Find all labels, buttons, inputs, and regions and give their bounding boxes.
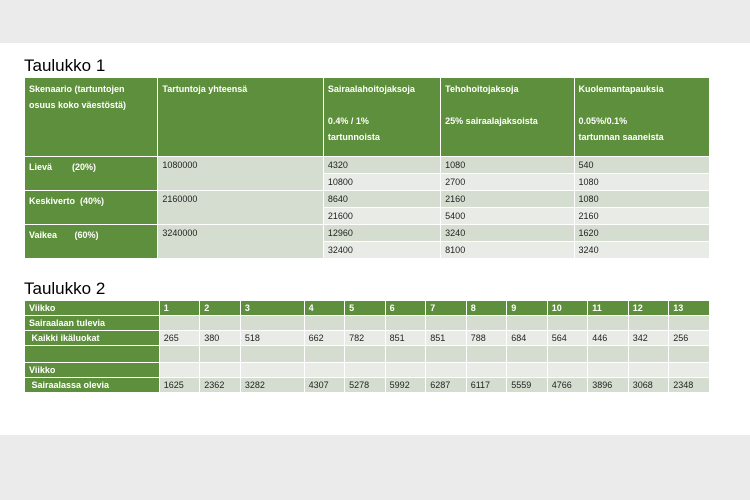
t2-empty-cell — [345, 346, 385, 362]
t2-empty-cell — [669, 363, 709, 377]
t2-week-number: 9 — [507, 301, 547, 315]
t2-empty-cell — [548, 316, 588, 330]
t2-empty-cell — [305, 316, 345, 330]
t2-week-number: 6 — [386, 301, 426, 315]
t2-cell: 4766 — [548, 378, 588, 392]
t2-cell: 5559 — [507, 378, 547, 392]
t2-cell: 851 — [426, 331, 466, 345]
t2-empty-cell — [241, 346, 304, 362]
t2-empty-cell — [200, 346, 240, 362]
t1-cell: 2700 — [441, 174, 573, 190]
t2-week-number: 7 — [426, 301, 466, 315]
t2-cell: 6287 — [426, 378, 466, 392]
t1-cell: 32400 — [324, 242, 440, 258]
t2-empty-cell — [426, 363, 466, 377]
t2-empty-cell — [200, 316, 240, 330]
t2-cell: 2362 — [200, 378, 240, 392]
t2-blank-label — [25, 346, 159, 362]
t2-empty-cell — [345, 316, 385, 330]
t2-cell: 662 — [305, 331, 345, 345]
t2-cell: 1625 — [160, 378, 200, 392]
t2-empty-cell — [467, 363, 507, 377]
t2-cell: 3068 — [629, 378, 669, 392]
t1-cell: 1080 — [441, 157, 573, 173]
t2-empty-cell — [386, 316, 426, 330]
t1-cell: 540 — [575, 157, 709, 173]
t1-cell-total: 2160000 — [158, 191, 322, 224]
table2-title: Taulukko 2 — [24, 279, 106, 298]
t1-cell: 10800 — [324, 174, 440, 190]
t2-empty-cell — [467, 316, 507, 330]
t1-cell-total: 1080000 — [158, 157, 322, 190]
t2-cell: 564 — [548, 331, 588, 345]
t1-cell: 8100 — [441, 242, 573, 258]
t2-cell: 5992 — [386, 378, 426, 392]
t2-cell: 3282 — [241, 378, 304, 392]
t2-cell: 6117 — [467, 378, 507, 392]
t2-empty-cell — [507, 346, 547, 362]
t2-week-number: 2 — [200, 301, 240, 315]
t2-week-number: 4 — [305, 301, 345, 315]
t1-header-deaths: Kuolemantapauksia 0.05%/0.1% tartunnan saaneista — [575, 78, 709, 156]
t2-empty-cell — [507, 316, 547, 330]
t2-empty-cell — [548, 363, 588, 377]
t1-cell: 3240 — [441, 225, 573, 241]
t2-empty-cell — [160, 346, 200, 362]
t1-cell: 2160 — [441, 191, 573, 207]
t2-empty-cell — [345, 363, 385, 377]
t2-empty-cell — [588, 346, 628, 362]
t2-week-label: Viikko — [25, 301, 159, 315]
t1-cell: 5400 — [441, 208, 573, 224]
t2-empty-cell — [467, 346, 507, 362]
t2-week-number: 8 — [467, 301, 507, 315]
t2-empty-cell — [305, 346, 345, 362]
t2-empty-cell — [386, 346, 426, 362]
t2-cell: 342 — [629, 331, 669, 345]
table2 — [24, 300, 710, 393]
t2-empty-cell — [160, 316, 200, 330]
t1-row-label: Vaikea (60%) — [25, 225, 157, 258]
t2-week-label: Viikko — [25, 363, 159, 377]
t2-cell: 851 — [386, 331, 426, 345]
t2-empty-cell — [629, 346, 669, 362]
t2-empty-cell — [386, 363, 426, 377]
table1 — [24, 77, 710, 259]
t2-cell: 2348 — [669, 378, 709, 392]
t2-cell: 5278 — [345, 378, 385, 392]
t1-row-label: Keskiverto (40%) — [25, 191, 157, 224]
t1-cell: 1080 — [575, 191, 709, 207]
t2-week-number: 12 — [629, 301, 669, 315]
t1-cell: 4320 — [324, 157, 440, 173]
t1-cell: 8640 — [324, 191, 440, 207]
t2-empty-cell — [669, 316, 709, 330]
t1-row-label: Lievä (20%) — [25, 157, 157, 190]
t1-header-icu: Tehohoitojaksoja 25% sairaalajaksoista — [441, 78, 573, 156]
t2-cell: 256 — [669, 331, 709, 345]
t2-empty-cell — [507, 363, 547, 377]
t2-week-number: 1 — [160, 301, 200, 315]
t2-cell: 380 — [200, 331, 240, 345]
t2-empty-cell — [629, 316, 669, 330]
t1-cell-total: 3240000 — [158, 225, 322, 258]
t2-empty-cell — [548, 346, 588, 362]
t1-cell: 2160 — [575, 208, 709, 224]
t1-header-hospital: Sairaalahoitojaksoja 0.4% / 1% tartunnoista — [324, 78, 440, 156]
t1-cell: 12960 — [324, 225, 440, 241]
t2-cell: 788 — [467, 331, 507, 345]
t2-empty-cell — [588, 363, 628, 377]
t2-empty-cell — [588, 316, 628, 330]
t2-empty-cell — [241, 316, 304, 330]
t1-header-total: Tartuntoja yhteensä — [158, 78, 322, 156]
t2-row-label: Sairaalassa olevia — [25, 378, 159, 392]
t2-row-label: Kaikki ikäluokat — [25, 331, 159, 345]
t2-empty-cell — [426, 316, 466, 330]
t1-cell: 21600 — [324, 208, 440, 224]
t1-header-scenario: Skenaario (tartuntojen osuus koko väestöstä) — [25, 78, 157, 156]
t2-week-number: 5 — [345, 301, 385, 315]
t2-cell: 782 — [345, 331, 385, 345]
t2-week-number: 10 — [548, 301, 588, 315]
t2-empty-cell — [426, 346, 466, 362]
t2-empty-cell — [160, 363, 200, 377]
t2-empty-cell — [200, 363, 240, 377]
t2-empty-cell — [669, 346, 709, 362]
t2-week-number: 13 — [669, 301, 709, 315]
t2-empty-cell — [629, 363, 669, 377]
t1-cell: 1080 — [575, 174, 709, 190]
t2-empty-cell — [241, 363, 304, 377]
table1-title: Taulukko 1 — [24, 56, 106, 75]
t2-cell: 3896 — [588, 378, 628, 392]
t2-cell: 265 — [160, 331, 200, 345]
t2-cell: 4307 — [305, 378, 345, 392]
t1-cell: 3240 — [575, 242, 709, 258]
t2-empty-cell — [305, 363, 345, 377]
t2-section-label: Sairaalaan tulevia — [25, 316, 159, 330]
t2-cell: 684 — [507, 331, 547, 345]
t1-cell: 1620 — [575, 225, 709, 241]
t2-cell: 446 — [588, 331, 628, 345]
t2-week-number: 11 — [588, 301, 628, 315]
t2-week-number: 3 — [241, 301, 304, 315]
t2-cell: 518 — [241, 331, 304, 345]
